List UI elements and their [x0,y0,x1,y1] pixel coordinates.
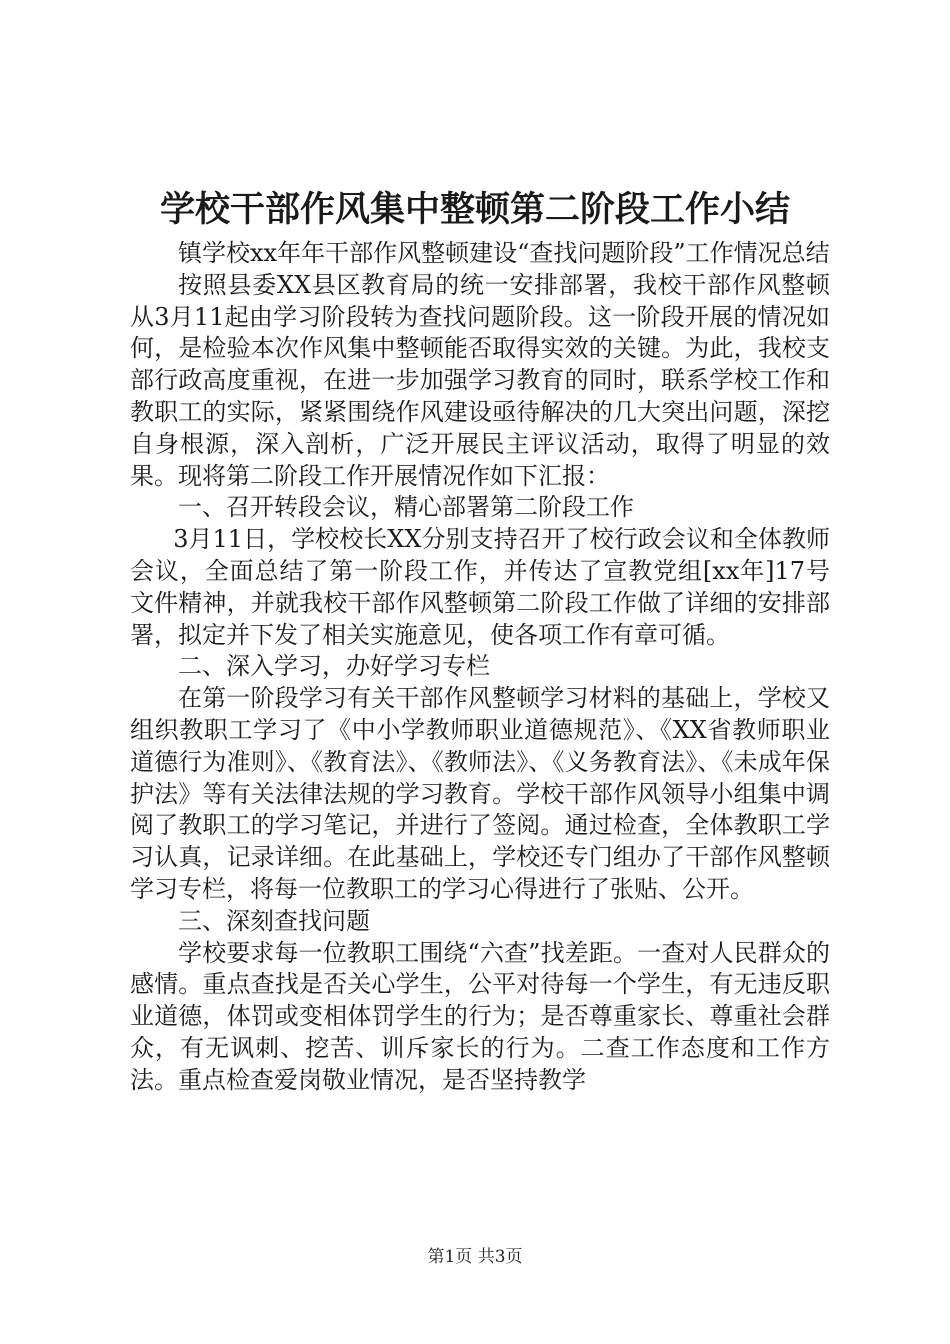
section-heading-2: 二、深入学习，办好学习专栏 [178,652,490,681]
section-heading-1: 一、召开转段会议，精心部署第二阶段工作 [178,493,634,522]
section-heading-3: 三、深刻查找问题 [178,906,370,935]
overview-paragraph: 按照县委XX县区教育局的统一安排部署，我校干部作风整顿从3月11起由学习阶段转为查找问题阶段。这一阶段开展的情况如何，是检验本次作风集中整顿能否取得实效的关键。为此，我校支部行政高度重视，在进一步加强学习教育的同时，联系学校工作和教职工的实际，紧紧围绕作风建设亟待解决的几大突出问题，深挖自身根源，深入剖析，广泛开展民主评议活动，取得了明显的效果。现将第二阶段工作开展情况作如下汇报： [130,270,830,490]
page-number-footer: 第1页 共3页 [427,1247,523,1267]
section-2-paragraph: 在第一阶段学习有关干部作风整顿学习材料的基础上，学校又组织教职工学习了《中小学教师职业道德规范》、《XX省教师职业道德行为准则》、《教育法》、《教师法》、《义务教育法》、《未成年保护法》等有关法律法规的学习教育。学校干部作风领导小组集中调阅了教职工的学习笔记，并进行了签阅。通过检查，全体教职工学习认真，记录详细。在此基础上，学校还专门组办了干部作风整顿学习专栏，将每一位教职工的学习心得进行了张贴、公开。 [130,684,830,903]
section-1-paragraph: 3月11日，学校校长XX分别支持召开了校行政会议和全体教师会议，全面总结了第一阶段工作，并传达了宣教党组[xx年]17号文件精神，并就我校干部作风整顿第二阶段工作做了详细的安排部署，拟定并下发了相关实施意见，使各项工作有章可循。 [130,525,830,649]
intro-paragraph: 镇学校xx年年干部作风整顿建设“查找问题阶段”工作情况总结 [178,239,830,267]
document-body [130,238,830,1097]
section-3-paragraph: 学校要求每一位教职工围绕“六查”找差距。一查对人民群众的感情。重点查找是否关心学生，公平对待每一个学生，有无违反职业道德，体罚或变相体罚学生的行为；是否尊重家长、尊重社会群众，有无讽刺、挖苦、训斥家长的行为。二查工作态度和工作方法。重点检查爱岗敬业情况，是否坚持教学 [130,938,830,1094]
document-title: 学校干部作风集中整顿第二阶段工作小结 [159,189,790,230]
